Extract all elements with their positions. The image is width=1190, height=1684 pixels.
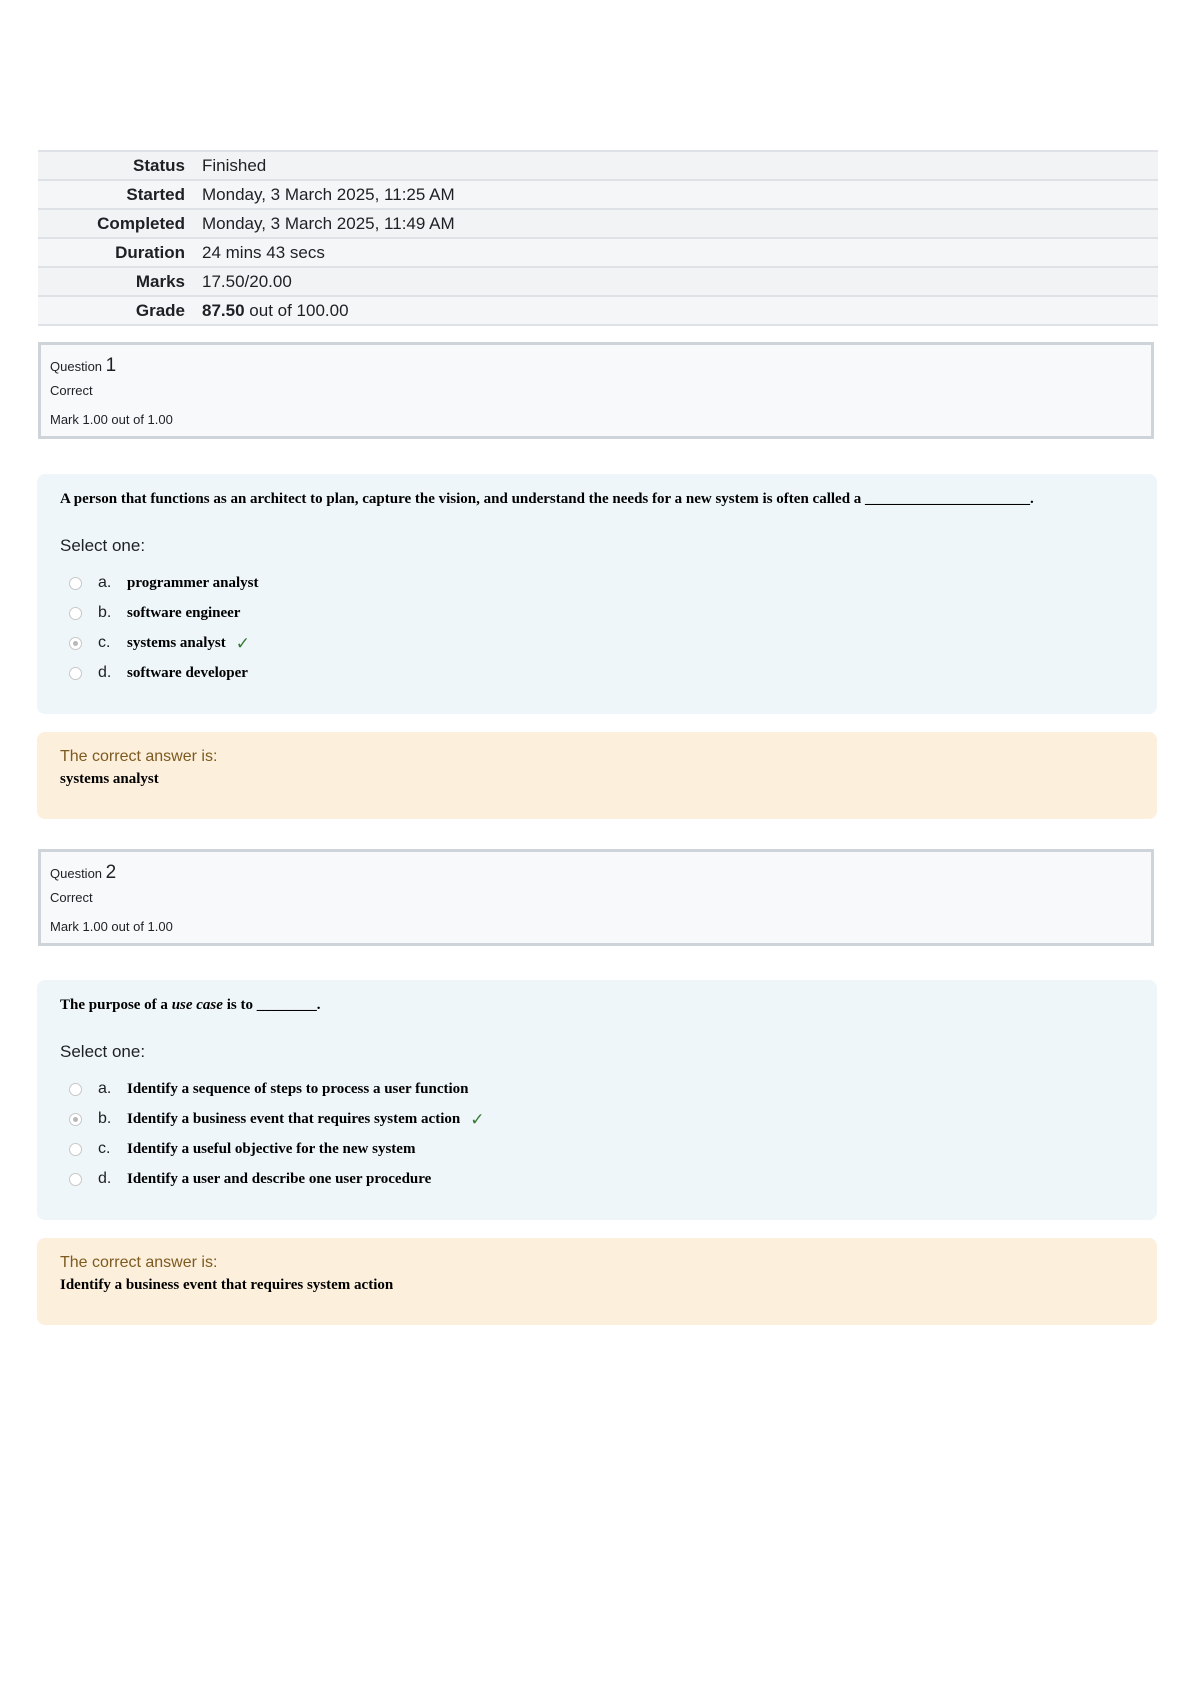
option-text: software developer — [127, 664, 248, 681]
answer-list — [60, 568, 1157, 688]
question-grade: Mark 1.00 out of 1.00 — [50, 919, 173, 934]
summary-value: 17.50/20.00 — [202, 271, 292, 291]
select-prompt: Select one: — [60, 1042, 146, 1061]
option-text: Identify a useful objective for the new system — [127, 1140, 416, 1157]
summary-row-status — [38, 152, 1158, 181]
select-prompt: Select one: — [60, 536, 146, 555]
option-letter: b. — [98, 1110, 112, 1127]
radio-button[interactable] — [69, 1173, 82, 1186]
question-feedback-1 — [37, 732, 1157, 819]
answer-option-c[interactable] — [60, 1134, 1157, 1164]
summary-row-duration — [38, 239, 1158, 268]
answer-option-c[interactable] — [60, 628, 1157, 658]
answer-option-b[interactable] — [60, 598, 1157, 628]
option-text: Identify a user and describe one user procedure — [127, 1170, 432, 1187]
summary-value: Monday, 3 March 2025, 11:25 AM — [202, 184, 455, 204]
question-label: Question — [50, 866, 103, 881]
question-num: 1 — [105, 355, 117, 376]
answer-option-a[interactable] — [60, 568, 1157, 598]
check-icon: ✓ — [470, 1109, 485, 1129]
radio-button-selected[interactable] — [69, 637, 82, 650]
option-letter: a. — [98, 1080, 112, 1097]
question-number — [50, 355, 1151, 377]
question-text-italic: use case — [171, 997, 223, 1013]
grade-suffix: out of 100.00 — [249, 300, 349, 320]
option-letter: d. — [98, 1170, 112, 1187]
question-info-2 — [38, 849, 1154, 946]
question-number — [50, 862, 1151, 884]
radio-button[interactable] — [69, 577, 82, 590]
radio-button[interactable] — [69, 1083, 82, 1096]
option-letter: b. — [98, 604, 112, 621]
option-letter: d. — [98, 664, 112, 681]
question-formulation-2 — [37, 980, 1157, 1220]
answer-option-b[interactable] — [60, 1104, 1157, 1134]
question-state: Correct — [50, 383, 93, 398]
summary-row-completed — [38, 210, 1158, 239]
question-num: 2 — [105, 862, 117, 883]
summary-value: Finished — [202, 155, 267, 175]
question-formulation-1 — [37, 474, 1157, 714]
option-letter: a. — [98, 574, 112, 591]
option-text: software engineer — [127, 604, 241, 621]
summary-label: Duration — [115, 242, 185, 262]
summary-row-grade — [38, 297, 1158, 326]
attempt-summary-table — [38, 150, 1158, 326]
question-feedback-2 — [37, 1238, 1157, 1325]
summary-label: Completed — [97, 213, 185, 233]
answer-option-d[interactable] — [60, 658, 1157, 688]
question-state: Correct — [50, 890, 93, 905]
summary-label: Started — [126, 184, 185, 204]
question-text-after: is to ________. — [222, 997, 321, 1013]
answer-list — [60, 1074, 1157, 1194]
check-icon: ✓ — [235, 633, 251, 653]
summary-value — [202, 301, 1158, 321]
summary-row-started — [38, 181, 1158, 210]
grade-score: 87.50 — [202, 300, 245, 320]
question-label: Question — [50, 359, 103, 374]
question-text: A person that functions as an architect to plan, capture the vision, and understand the needs for a new system is often called a ______________________. — [60, 491, 1034, 507]
radio-button[interactable] — [69, 607, 82, 620]
question-text — [60, 997, 1157, 1014]
option-letter: c. — [98, 1140, 111, 1157]
summary-label: Grade — [135, 300, 185, 320]
radio-button[interactable] — [69, 667, 82, 680]
summary-label: Status — [133, 155, 185, 175]
option-letter: c. — [98, 634, 111, 651]
option-text: programmer analyst — [127, 574, 259, 591]
question-info-1 — [38, 342, 1154, 439]
summary-row-marks — [38, 268, 1158, 297]
feedback-answer: Identify a business event that requires system action — [60, 1277, 394, 1293]
feedback-answer: systems analyst — [60, 771, 159, 787]
feedback-lead: The correct answer is: — [60, 748, 218, 765]
option-text: Identify a sequence of steps to process a user function — [127, 1080, 469, 1097]
answer-option-d[interactable] — [60, 1164, 1157, 1194]
question-grade: Mark 1.00 out of 1.00 — [50, 412, 173, 427]
summary-value: 24 mins 43 secs — [202, 242, 325, 262]
question-text-before: The purpose of a — [60, 997, 172, 1013]
answer-option-a[interactable] — [60, 1074, 1157, 1104]
summary-label: Marks — [135, 271, 185, 291]
option-text: Identify a business event that requires system action — [127, 1110, 461, 1127]
summary-value: Monday, 3 March 2025, 11:49 AM — [202, 213, 455, 233]
feedback-lead: The correct answer is: — [60, 1254, 218, 1271]
radio-button-selected[interactable] — [69, 1113, 82, 1126]
option-text: systems analyst — [127, 634, 226, 651]
radio-button[interactable] — [69, 1143, 82, 1156]
